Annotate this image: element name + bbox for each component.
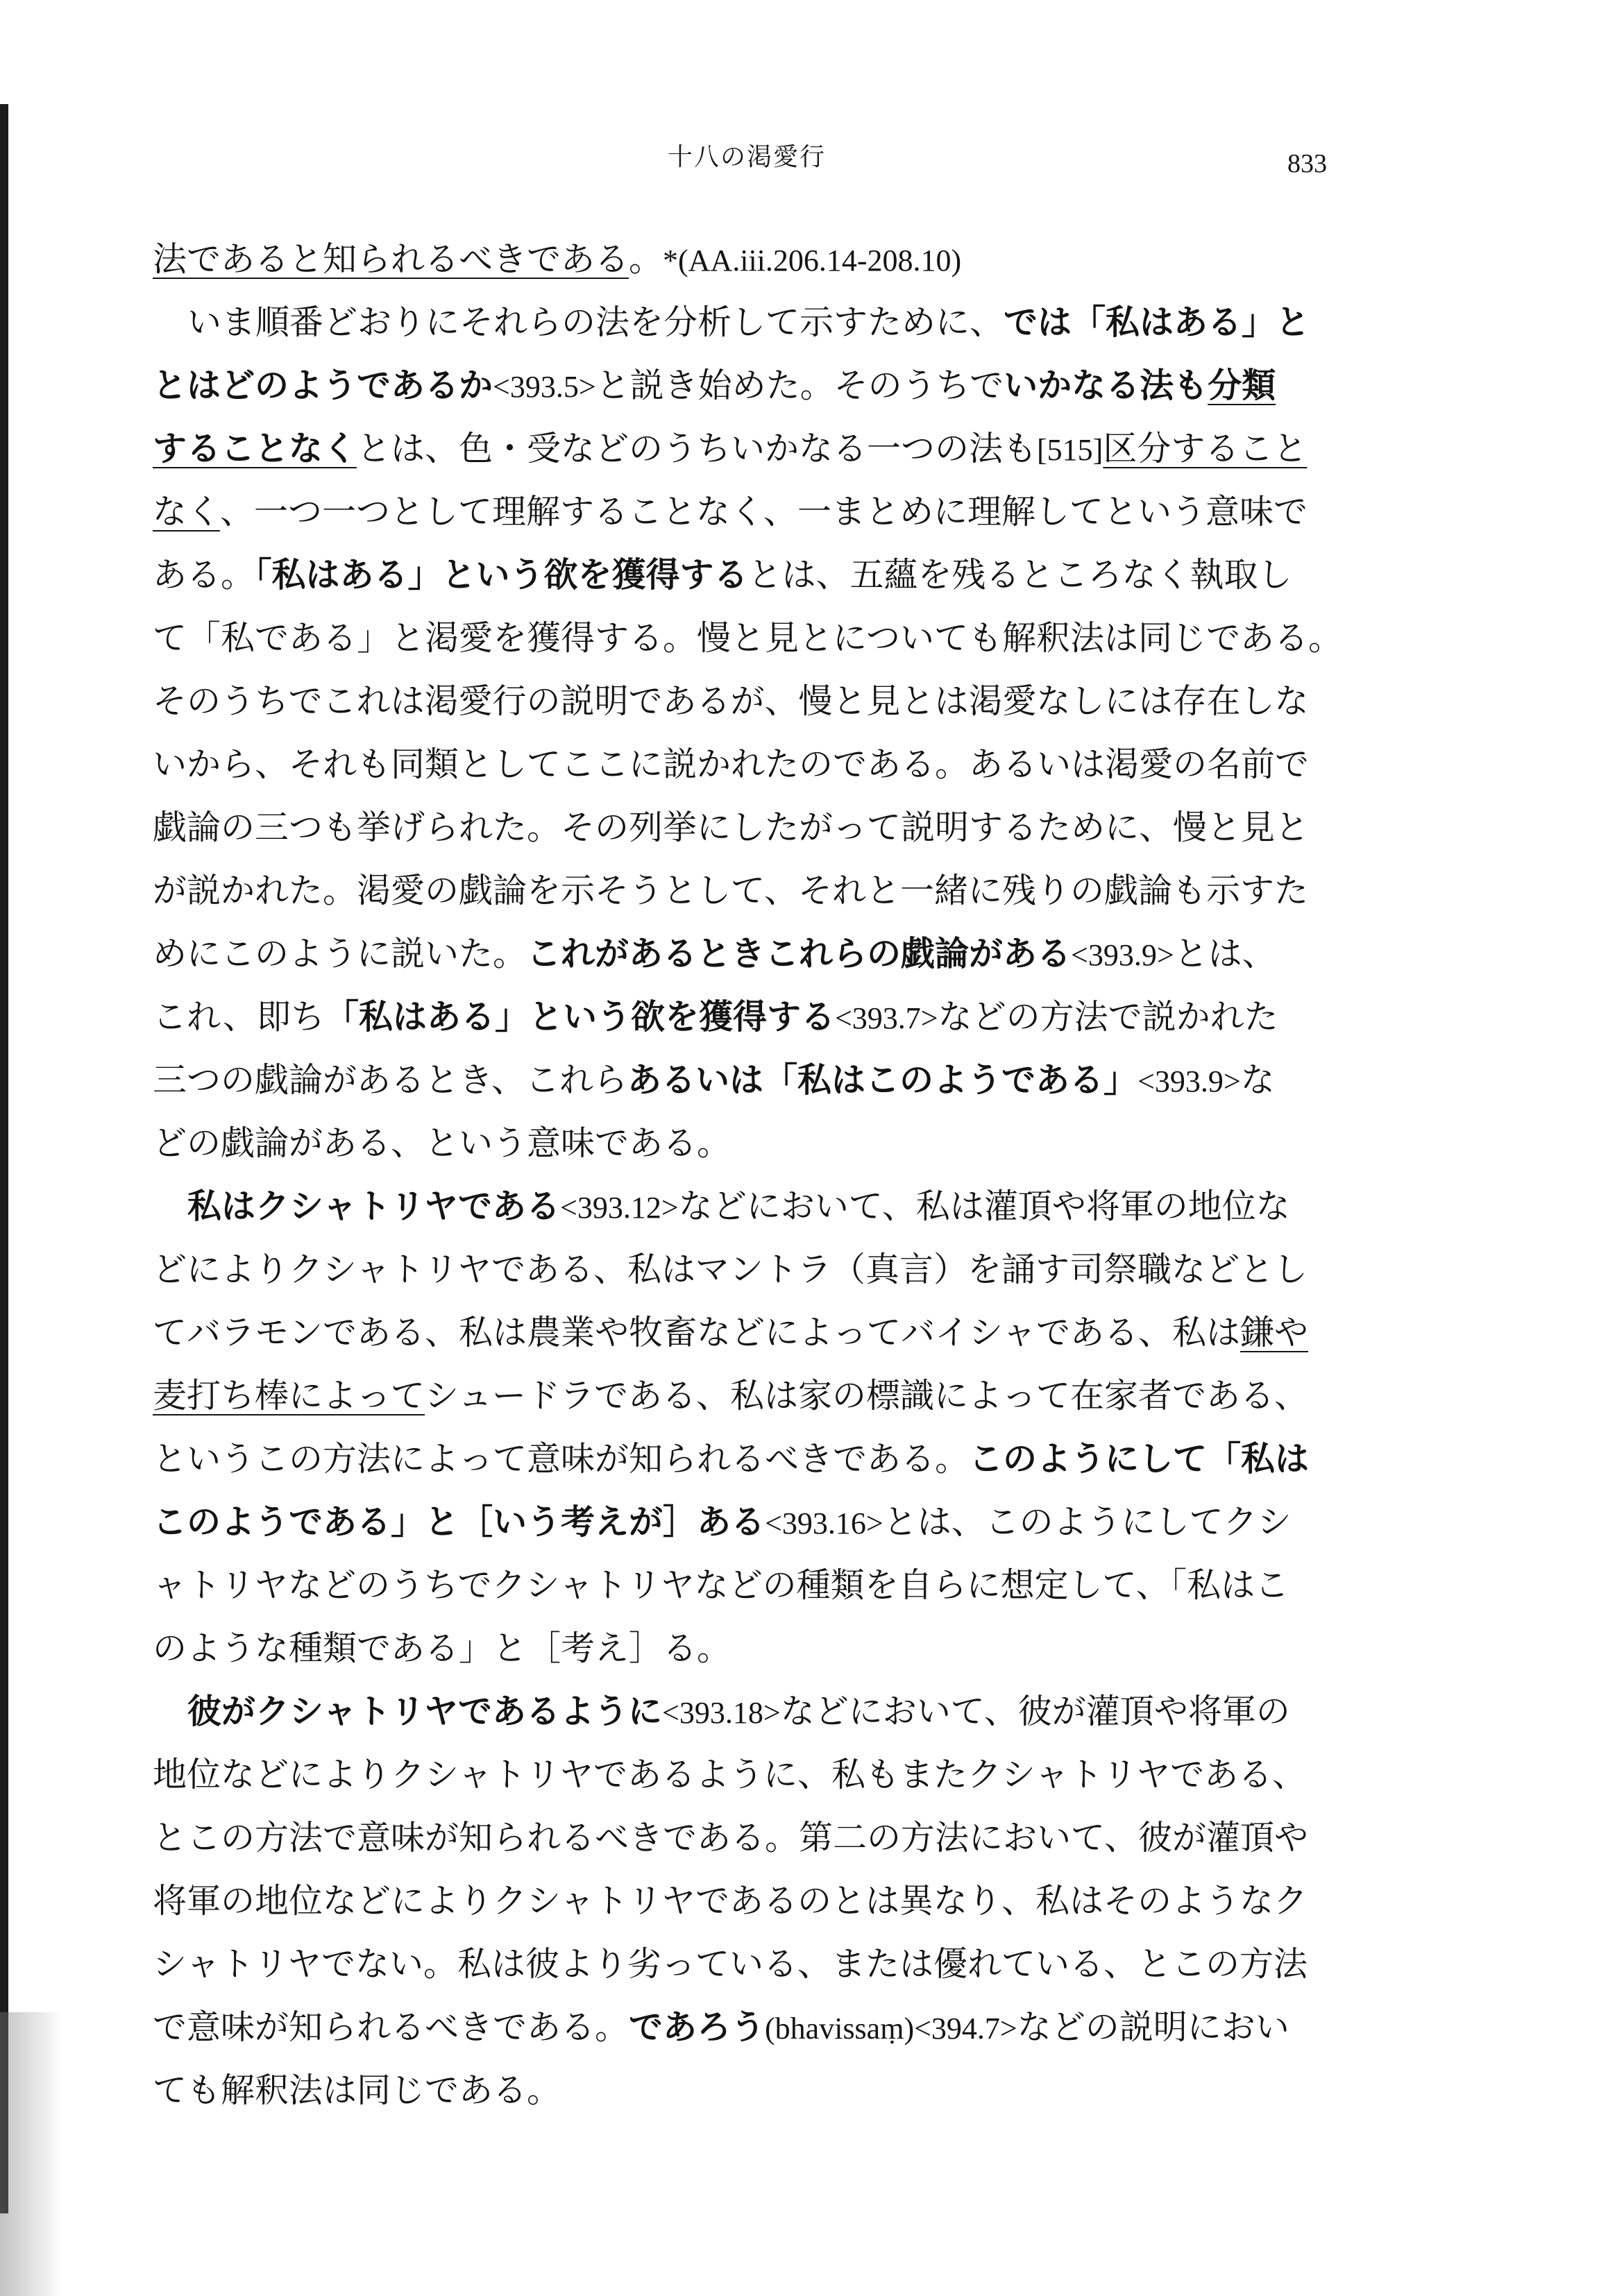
text-line: [153, 606, 1360, 670]
text-line: [153, 1680, 1360, 1743]
text-segment: シャトリヤでない。私は彼より劣っている、または優れている、とこの方法: [153, 1944, 1308, 1984]
text-segment: で意味が知られるべきである。: [153, 2007, 629, 2047]
text-segment: このようである」と［いう考えが］ある: [153, 1502, 766, 1542]
text-line: [153, 291, 1360, 354]
text-segment: いから、それも同類としてここに説かれたのである。あるいは渇愛の名前で: [153, 745, 1310, 784]
text-segment: <393.16>: [765, 1506, 883, 1540]
text-line: [153, 1617, 1360, 1680]
text-segment: とは、このようにしてクシ: [883, 1502, 1292, 1542]
text-segment: <393.9>: [1137, 1064, 1241, 1098]
text-segment: <393.18>: [662, 1696, 781, 1730]
text-segment: てバラモンである、私は農業や牧畜などによってバイシャである、私は: [153, 1313, 1241, 1352]
text-segment: のような種類である」と［考え］る。: [153, 1629, 731, 1668]
text-line: [153, 1743, 1360, 1806]
text-segment: *(AA.iii.206.14-208.10): [663, 244, 962, 278]
text-line: [153, 1301, 1360, 1364]
text-segment: これ、即ち: [153, 997, 325, 1037]
text-segment: では「私はある」と: [1004, 303, 1310, 342]
text-line: [153, 1806, 1360, 1869]
text-line: [153, 1554, 1360, 1617]
text-segment: とは、色・受などのうちいかなる一つの法も: [357, 429, 1038, 468]
text-line: [153, 1996, 1360, 2059]
text-segment: 分類: [1208, 366, 1276, 405]
text-segment: 「私はある」という欲を獲得する: [255, 555, 748, 595]
text-segment: とは、: [1174, 934, 1276, 973]
text-line: [153, 1932, 1360, 1996]
text-line: [153, 922, 1360, 985]
text-segment: などにおいて、彼が灌頂や将軍の: [780, 1692, 1290, 1731]
text-segment: することなく: [153, 429, 357, 468]
text-segment: 地位などによりクシャトリヤであるように、私もまたクシャトリヤである、: [153, 1755, 1307, 1794]
text-segment: 戯論の三つも挙げられた。その列挙にしたがって説明するために、慢と見と: [153, 808, 1310, 847]
text-segment: などの方法で説かれた: [938, 997, 1278, 1037]
text-line: [153, 1238, 1360, 1301]
page-number: 833: [1287, 149, 1327, 178]
text-segment: とは、五蘊を残るところなく執取し: [747, 555, 1292, 595]
text-segment: て「私である」と渇愛を獲得する。慢と見とについても解釈法は同じである。: [153, 618, 1343, 658]
text-line: [153, 670, 1360, 733]
text-segment: 三つの戯論があるとき、これら: [153, 1060, 628, 1100]
text-segment: どによりクシャトリヤである、私はマントラ（真言）を誦す司祭職などとし: [153, 1250, 1308, 1289]
text-segment: 区分すること: [1103, 429, 1308, 468]
text-segment: そのうちでこれは渇愛行の説明であるが、慢と見とは渇愛なしには存在しな: [153, 681, 1309, 721]
text-segment: [515]: [1037, 433, 1103, 467]
text-line: [153, 1112, 1360, 1175]
text-line: [153, 733, 1360, 796]
text-line: [153, 228, 1360, 291]
text-line: [153, 1048, 1360, 1112]
text-segment: 将軍の地位などによりクシャトリヤであるのとは異なり、私はそのようなク: [153, 1881, 1308, 1921]
text-segment: <393.7>: [834, 1001, 938, 1035]
text-segment: (bhavissaṃ)<394.7>: [765, 2012, 1017, 2046]
text-segment: などにおいて、私は灌頂や将軍の地位な: [678, 1187, 1290, 1226]
text-segment: 麦打ち棒によって: [153, 1376, 425, 1415]
running-title: 十八の渇愛行: [668, 143, 827, 171]
text-segment: なく: [153, 492, 221, 532]
text-segment: であろう: [629, 2007, 766, 2047]
text-segment: 法であると知られるべきである: [153, 239, 629, 279]
text-line: [153, 859, 1360, 922]
text-segment: 、一つ一つとして理解することなく、一まとめに理解してという意味で: [220, 492, 1308, 532]
text-segment: いま順番どおりにそれらの法を分析して示すために、: [187, 303, 1004, 342]
text-segment: な: [1240, 1060, 1275, 1100]
text-line: [153, 1175, 1360, 1238]
text-segment: 「私はある」という欲を獲得する: [324, 997, 835, 1037]
text-segment: ある。: [153, 555, 255, 595]
text-segment: <393.9>: [1071, 938, 1174, 972]
text-segment: めにこのように説いた。: [153, 934, 527, 973]
text-segment: というこの方法によって意味が知られるべきである。: [153, 1439, 970, 1479]
text-line: [153, 1427, 1360, 1490]
text-segment: いかなる法も: [1004, 366, 1208, 405]
text-segment: ても解釈法は同じである。: [153, 2070, 561, 2110]
text-segment: 彼がクシャトリヤであるように: [187, 1692, 663, 1731]
text-segment: ャトリヤなどのうちでクシャトリヤなどの種類を自らに想定して、「私はこ: [153, 1565, 1289, 1605]
text-segment: 鎌や: [1240, 1313, 1309, 1352]
text-segment: とこの方法で意味が知られるべきである。第二の方法において、彼が灌頂や: [153, 1818, 1309, 1857]
text-line: [153, 2059, 1360, 2122]
text-line: [153, 543, 1360, 606]
text-segment: このようにして「私は: [969, 1439, 1310, 1479]
binding-edge-shadow: [0, 104, 8, 2213]
text-line: [153, 354, 1360, 417]
text-segment: <393.5>: [493, 370, 596, 404]
text-segment: どの戯論がある、という意味である。: [153, 1123, 731, 1163]
text-segment: などの説明におい: [1017, 2007, 1289, 2047]
text-segment: 。: [629, 239, 663, 279]
text-segment: が説かれた。渇愛の戯論を示そうとして、それと一緒に残りの戯論も示すた: [153, 871, 1309, 910]
text-segment: あるいは「私はこのようである」: [627, 1060, 1138, 1100]
text-segment: <393.12>: [560, 1191, 679, 1225]
text-line: [153, 480, 1360, 543]
text-line: [153, 1869, 1360, 1932]
scan-edge-shading: [0, 2012, 62, 2296]
text-line: [153, 417, 1360, 480]
text-line: [153, 1364, 1360, 1427]
text-segment: 私はクシャトリヤである: [187, 1187, 561, 1226]
text-line: [153, 985, 1360, 1048]
text-line: [153, 1490, 1360, 1554]
text-segment: これがあるときこれらの戯論がある: [527, 934, 1072, 973]
text-segment: とはどのようであるか: [153, 366, 493, 405]
text-segment: シュードラである、私は家の標識によって在家者である、: [425, 1376, 1309, 1415]
text-line: [153, 796, 1360, 859]
text-segment: と説き始めた。そのうちで: [595, 366, 1004, 405]
body-text: [153, 228, 1360, 2122]
